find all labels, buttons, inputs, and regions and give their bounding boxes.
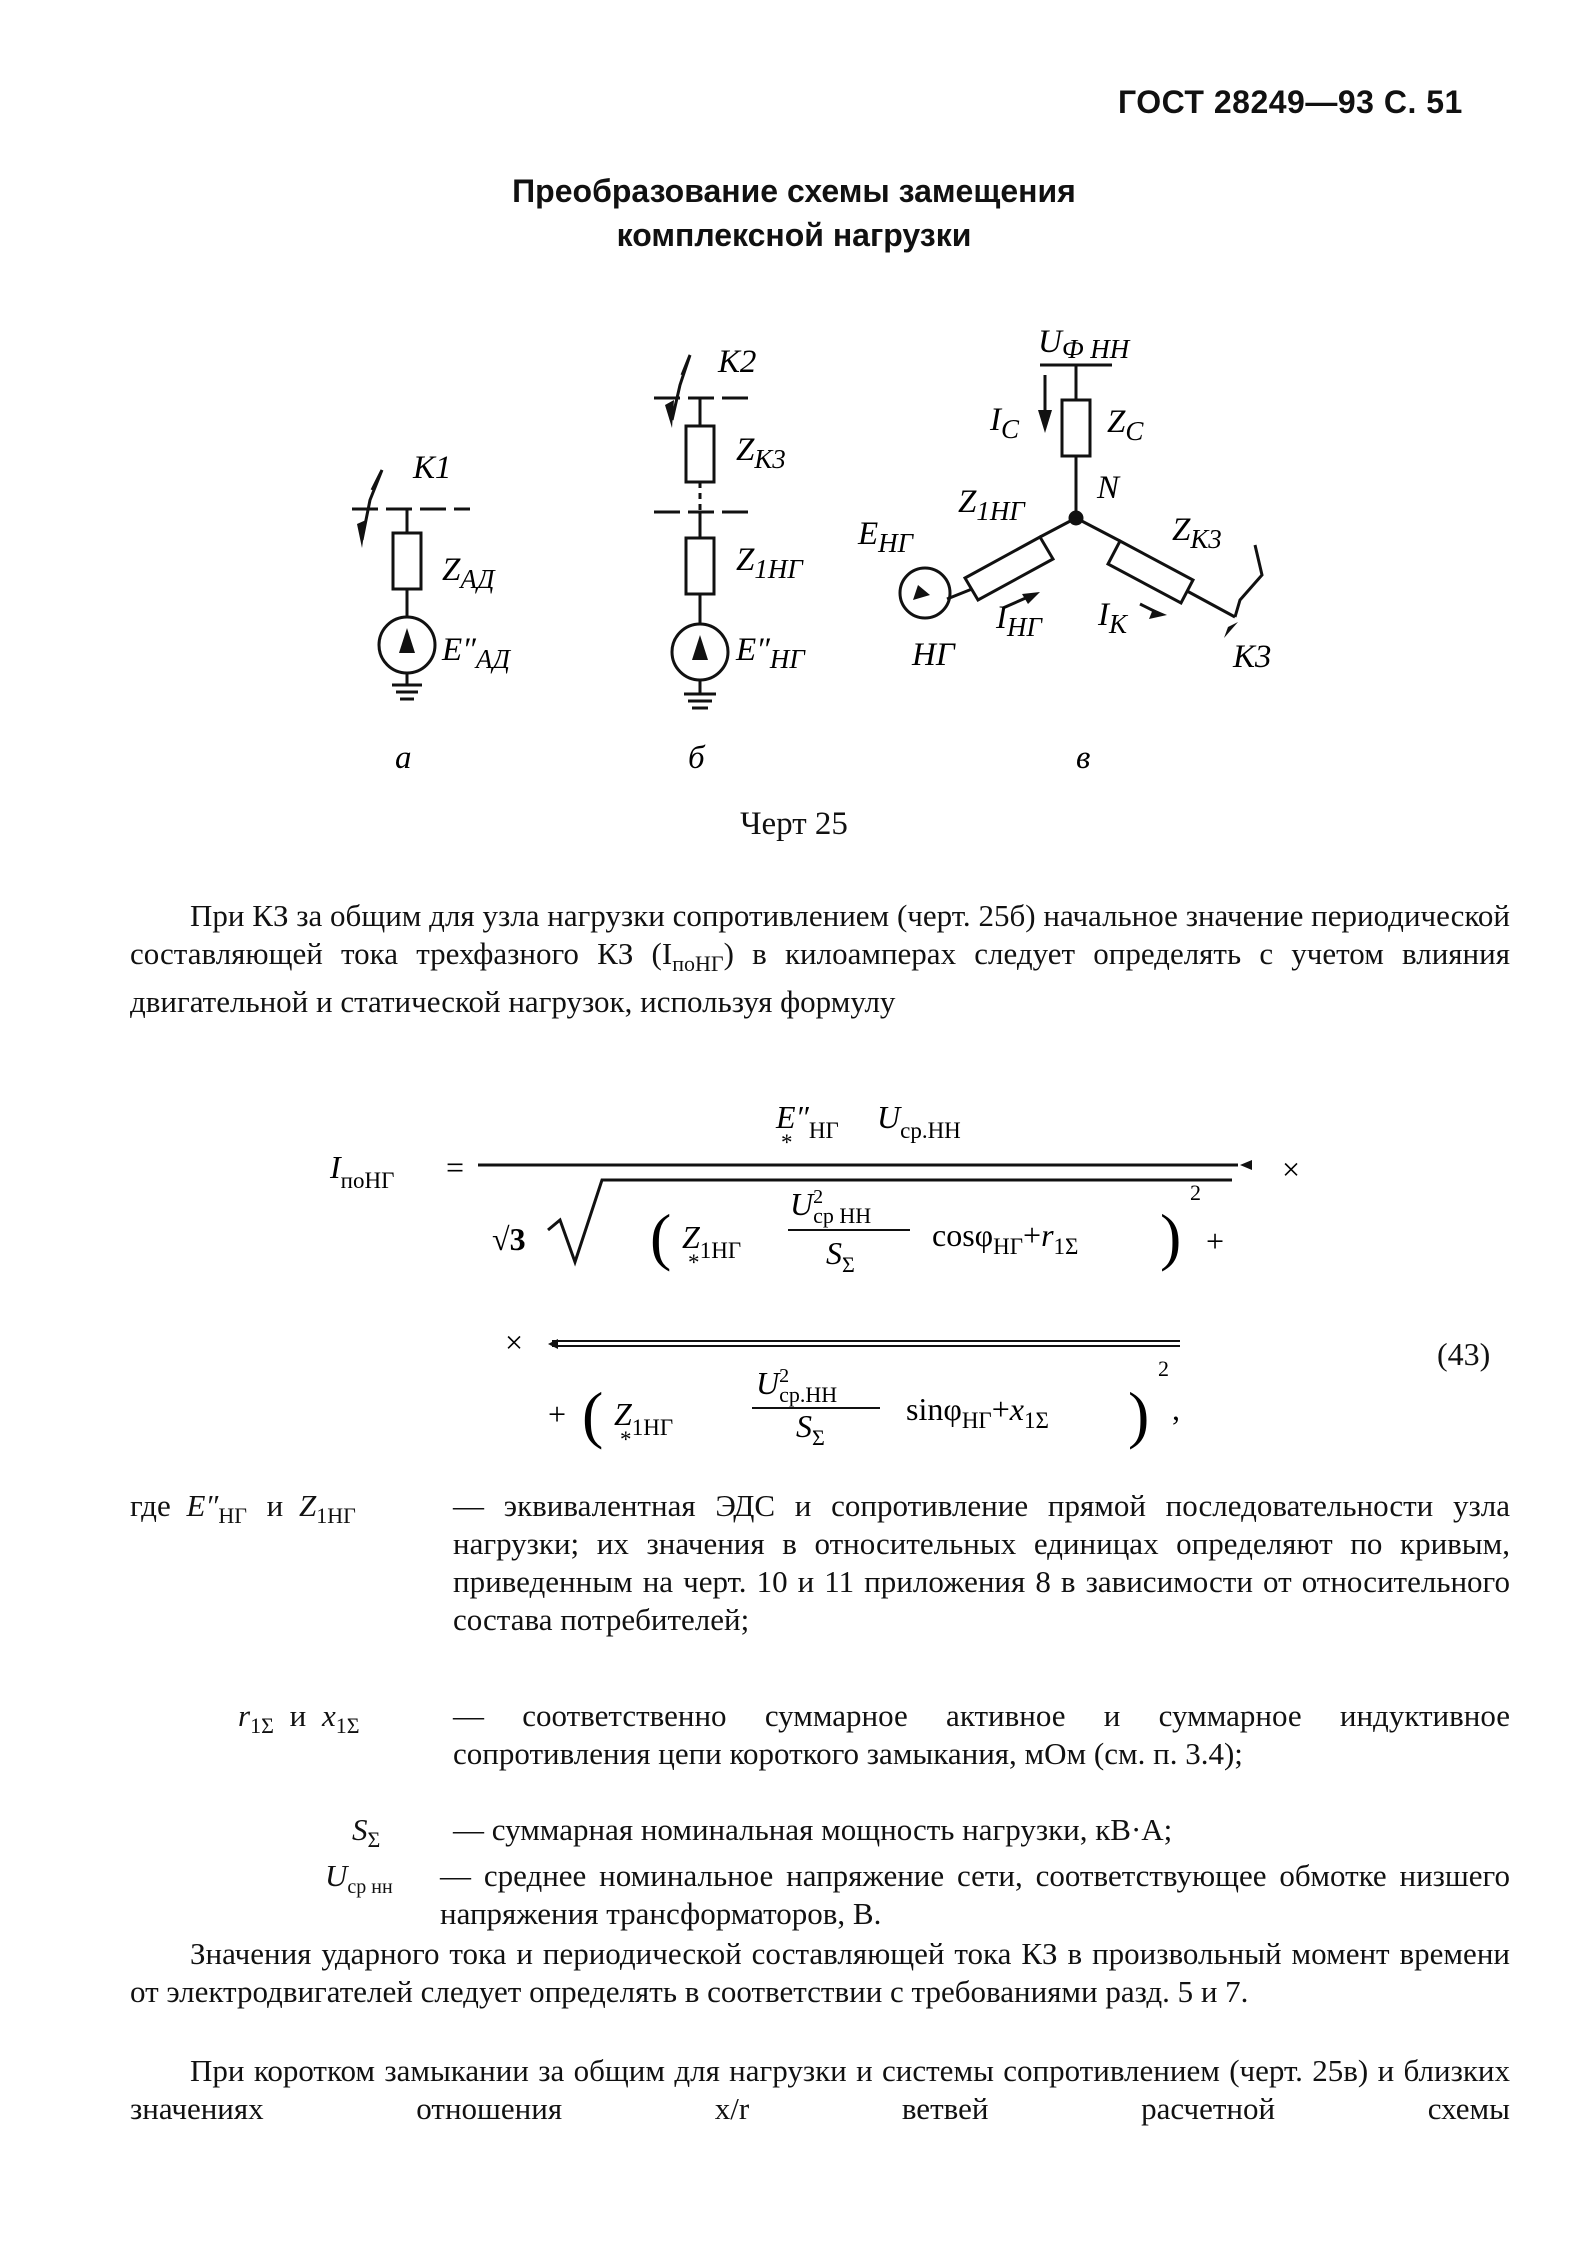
where-desc-3: — суммарная номинальная мощность нагрузки, кВ·А; — [453, 1812, 1173, 1847]
svg-text:SΣ: $S_\Sigma$ — [796, 1408, 825, 1450]
z-1ng-label: $Z_{1НГ}$ — [736, 542, 803, 584]
e-ng-label: $E''_{НГ}$ — [736, 632, 805, 674]
svg-text:2: 2 — [1190, 1180, 1201, 1205]
svg-text:cosφНГ+r1Σ: $\cos\varphi_{НГ}+r_{1\Sigma}$ — [932, 1217, 1079, 1259]
where-label-1: где $E''_{НГ}$ и $Z_{1НГ}$ — [130, 1488, 356, 1529]
svg-text:): ) — [1128, 1379, 1150, 1450]
svg-text:(: ( — [650, 1201, 672, 1272]
svg-text:sinφНГ+x1Σ: $\sin\varphi_{НГ}+x_{1\Sigma}$ — [906, 1391, 1049, 1433]
svg-text:Z1НГ: $Z_{1НГ}$ — [614, 1396, 674, 1440]
u-f-label: UФ НН — [1038, 324, 1130, 364]
where-label-3: $S_\Sigma$ — [352, 1812, 381, 1853]
section-title-line1: Преобразование схемы замещения — [512, 173, 1076, 209]
svg-text:*: * — [688, 1250, 700, 1275]
e-ad-label: $E''_{АД}$ — [442, 632, 510, 674]
svg-text:+: + — [548, 1396, 567, 1432]
node-n-label: N — [1097, 470, 1120, 506]
z-ad-label: $Z_{АД}$ — [442, 552, 495, 594]
svg-text:2: 2 — [1158, 1356, 1169, 1381]
equation-number: (43) — [1437, 1336, 1491, 1372]
i-k-label: $I_К$ — [1098, 597, 1127, 639]
z-c-label: $Z_С$ — [1107, 404, 1144, 446]
svg-text:U2ср.НН: $U^2$ ср.НН — [756, 1365, 838, 1407]
k1-label: К1 — [413, 450, 452, 486]
formula-lhs: $I_{поНГ}$ — [330, 1149, 395, 1193]
section-title-line2: комплексной нагрузки — [616, 217, 972, 253]
z1ng-v-label: $Z_{1НГ}$ — [958, 484, 1025, 526]
formula-numerator-e: $E''_{НГ}$ — [776, 1099, 839, 1143]
page-header: ГОСТ 28249—93 С. 51 — [1118, 84, 1463, 120]
figure-caption: Черт 25 — [740, 806, 848, 842]
k3-label: К3 — [1233, 639, 1272, 675]
svg-text:+: + — [1206, 1223, 1225, 1259]
i-ng-label: $I_{НГ}$ — [996, 600, 1042, 642]
where-desc-4: — среднее номинальное напряжение сети, соответствующее обмотке низшего напряжения трансформаторов, В. — [440, 1858, 1510, 1931]
paragraph-3: При коротком замыкании за общим для нагрузки и системы сопротивлением (черт. 25в) и близких значениях отношения x/r ветвей расчетной схемы — [130, 2053, 1510, 2126]
formula-43 — [0, 1070, 1588, 1450]
paragraph-1: При КЗ за общим для узла нагрузки сопротивлением (черт. 25б) начальное значение периодической составляющей тока трехфазного КЗ $(I_{поНГ})$ в килоамперах следует определять с учетом влияния двигательной и статической нагрузок, используя формулу — [130, 898, 1510, 1020]
svg-text:Z1НГ: $Z_{1НГ}$ — [682, 1219, 742, 1263]
svg-text:×: × — [1282, 1151, 1301, 1187]
formula-numerator-u: $U_{ср.НН}$ — [877, 1099, 961, 1143]
equivalent-circuit-figure — [0, 300, 1588, 790]
svg-text:*: * — [620, 1427, 632, 1450]
where-label-2: $r_{1\Sigma}$ и $x_{1\Sigma}$ — [238, 1698, 360, 1739]
e-ng-v-label: $E_{НГ}$ — [858, 516, 914, 558]
zk3-v-label: $Z_{К3}$ — [1172, 512, 1222, 554]
panel-a-letter: а — [395, 740, 412, 776]
panel-b-letter: б — [688, 740, 705, 776]
z-k3-label: $Z_{К3}$ — [736, 432, 786, 474]
ng-label: НГ — [912, 637, 955, 673]
panel-v-letter: в — [1076, 740, 1091, 776]
svg-text:,: , — [1172, 1391, 1180, 1427]
k2-label: К2 — [718, 344, 757, 380]
svg-text:*: * — [781, 1130, 793, 1155]
sqrt3: √3 — [492, 1221, 526, 1257]
svg-text:U2ср НН: $U^2$ ср НН — [790, 1186, 872, 1228]
where-desc-2: — соответственно суммарное активное и суммарное индуктивное сопротивления цепи короткого замыкания, мОм (см. п. 3.4); — [453, 1698, 1510, 1771]
svg-text:×: × — [505, 1324, 524, 1360]
svg-text:SΣ: $S_\Sigma$ — [826, 1235, 855, 1277]
where-label-4: $U_{ср нн}$ — [325, 1858, 393, 1899]
panel-v-circuit — [900, 365, 1262, 618]
i-c-label: $I_С$ — [990, 402, 1020, 444]
paragraph-2: Значения ударного тока и периодической составляющей тока КЗ в произвольный момент времени от электродвигателей следует определять в соответствии с требованиями разд. 5 и 7. — [130, 1936, 1510, 2009]
where-desc-1: — эквивалентная ЭДС и сопротивление прямой последовательности узла нагрузки; их значения в относительных единицах определяют по кривым, приведенным на черт. 10 и 11 приложения 8 в зависимости от относительного состава потребителей; — [453, 1488, 1510, 1637]
svg-text:): ) — [1160, 1201, 1182, 1272]
svg-text:=: = — [446, 1149, 465, 1185]
svg-text:(: ( — [582, 1379, 604, 1450]
